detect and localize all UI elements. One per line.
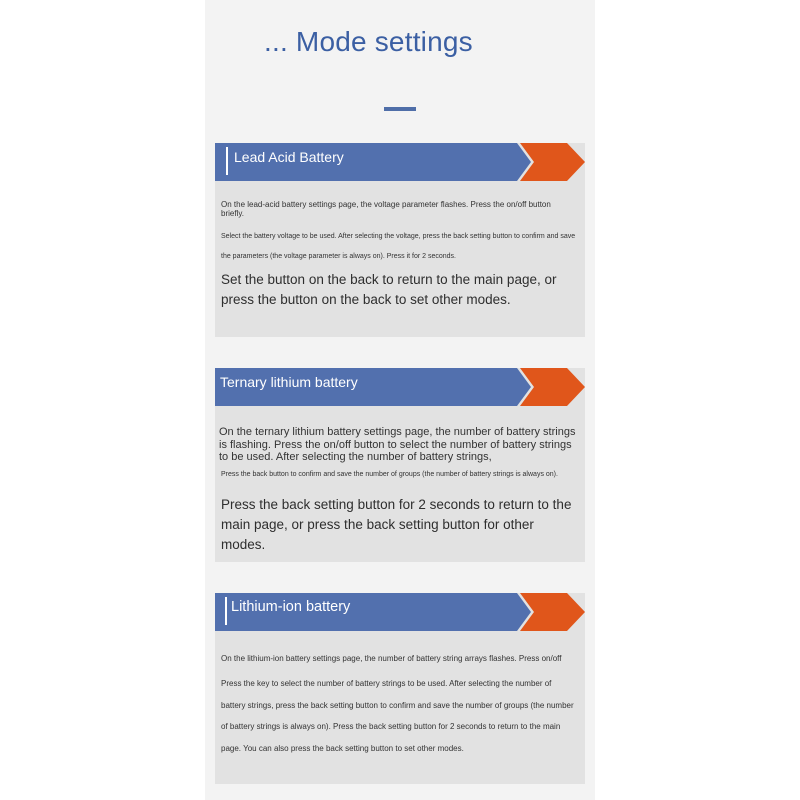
section-paragraph: Select the battery voltage to be used. After selecting the voltage, press the back setting button to confirm and save the parameters (the voltage parameter is always on). Press it for 2 seconds. [221, 233, 576, 260]
section-paragraph: Press the key to select the number of battery strings to be used. After selecting the number of battery strings, press the back setting button to confirm and save the number of groups (the number of battery strings is always on). Press the back setting button for 2 seconds to return to the main page. You can also press the back setting button to set other modes. [221, 679, 574, 753]
section-header [215, 593, 585, 631]
section-paragraph: On the ternary lithium battery settings page, the number of battery strings is flashing. Press the on/off button to select the number of battery strings to be used. After selecting the number of battery strings, [219, 426, 576, 463]
section-heading: Ternary lithium battery [220, 374, 358, 390]
section-paragraph: Press the back button to confirm and save the number of groups (the number of battery strings is always on). [221, 471, 558, 478]
section-paragraph: Set the button on the back to return to the main page, or press the button on the back to set other modes. [221, 272, 557, 307]
section-header [215, 143, 585, 181]
section-paragraph: On the lithium-ion battery settings page, the number of battery string arrays flashes. Press on/off [221, 654, 562, 663]
page-title: ... Mode settings [264, 26, 473, 57]
header-divider [225, 597, 227, 625]
title-underline [384, 107, 416, 111]
section-paragraph: On the lead-acid battery settings page, the voltage parameter flashes. Press the on/off button briefly. [221, 200, 551, 218]
section-heading: Lead Acid Battery [234, 149, 344, 165]
section-header [215, 368, 585, 406]
header-divider [226, 147, 228, 175]
section-lead-acid [215, 143, 585, 337]
section-lithium-ion [215, 593, 585, 784]
section-heading: Lithium-ion battery [231, 599, 351, 615]
section-ternary-lithium [215, 368, 585, 562]
section-paragraph: Press the back setting button for 2 seconds to return to the main page, or press the back setting button for other modes. [221, 497, 572, 552]
